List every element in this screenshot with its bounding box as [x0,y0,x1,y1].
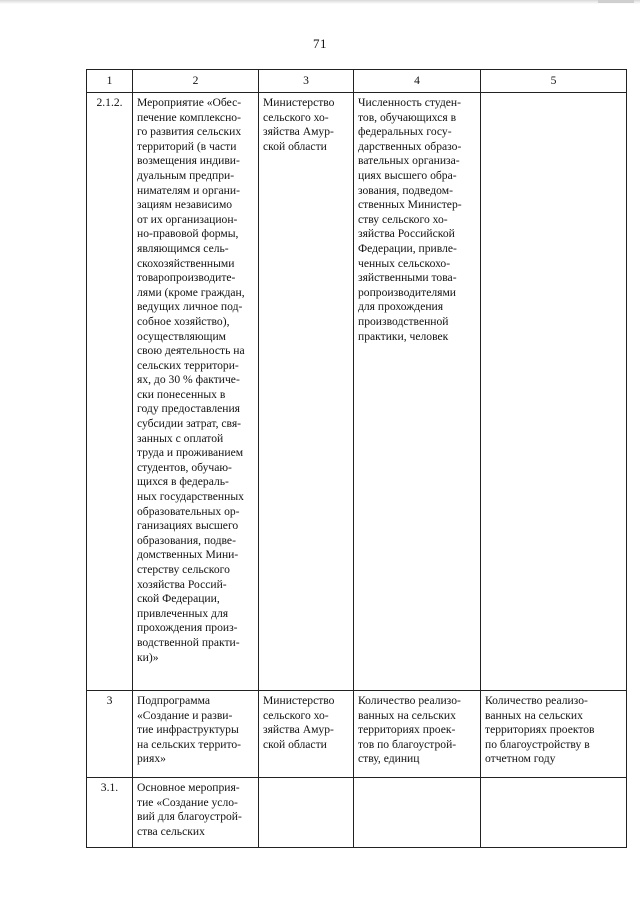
table-row [87,93,627,691]
measure-name: Основное мероприя- тие «Создание усло- вий для благоустрой- ства сельских [133,778,259,848]
indicator-name: Численность студен- тов, обучающихся в федеральных госу- дарственных образо- вательных организа- циях высшего обра- зования, подведом- ственных Министер- ству сельского хо- зяйства Российской Федерации, привле- ченных сельскохо- зяйственными това- ропроизводителями для прохождения производственной практики, человек [354,93,481,691]
indicator-description [481,93,627,691]
page-number: 71 [313,36,327,51]
header-cell-3: 3 [259,70,354,93]
row-number: 3.1. [87,778,133,848]
header-cell-2: 2 [133,70,259,93]
responsible-executor: Министерство сельского хо- зяйства Амур- ской области [259,93,354,691]
table-row [87,778,627,848]
table-header-row [87,70,627,93]
row-number: 2.1.2. [87,93,133,691]
indicator-name [354,778,481,848]
table-row [87,691,627,778]
indicator-description: Количество реализо- ванных на сельских территориях проектов по благоустройству в отчетном году [481,691,627,778]
indicator-name: Количество реализо- ванных на сельских территориях проек- тов по благоустрой- ству, единиц [354,691,481,778]
responsible-executor [259,778,354,848]
scan-corner-mark [598,0,634,3]
row-number: 3 [87,691,133,778]
measure-name: Подпрограмма «Создание и разви- тие инфраструктуры на сельских террито- риях» [133,691,259,778]
scan-top-edge [0,0,640,4]
indicator-description [481,778,627,848]
responsible-executor: Министерство сельского хо- зяйства Амур- ской области [259,691,354,778]
measure-name: Мероприятие «Обес- печение комплексно- го развития сельских территорий (в части возмещения индиви- дуальным предпри- нимателям и органи- зациям независимо от их организацион- но-правовой формы, являющимся сель- скохозяйственными товаропроизводите- лями (кроме граждан, ведущих личное под- собное хозяйство), осуществляющим свою деятельность на сельских территори- ях, до 30 % фактиче- ски понесенных в году предоставления субсидии затрат, свя- занных с оплатой труда и проживанием студентов, обучаю- щихся в федераль- ных государственных образовательных ор- ганизациях высшего образования, подве- домственных Мини- стерству сельского хозяйства Россий- ской Федерации, привлеченных для прохождения произ- водственной практи- ки)» [133,93,259,691]
header-cell-1: 1 [87,70,133,93]
indicators-table [86,69,627,848]
header-cell-4: 4 [354,70,481,93]
header-cell-5: 5 [481,70,627,93]
